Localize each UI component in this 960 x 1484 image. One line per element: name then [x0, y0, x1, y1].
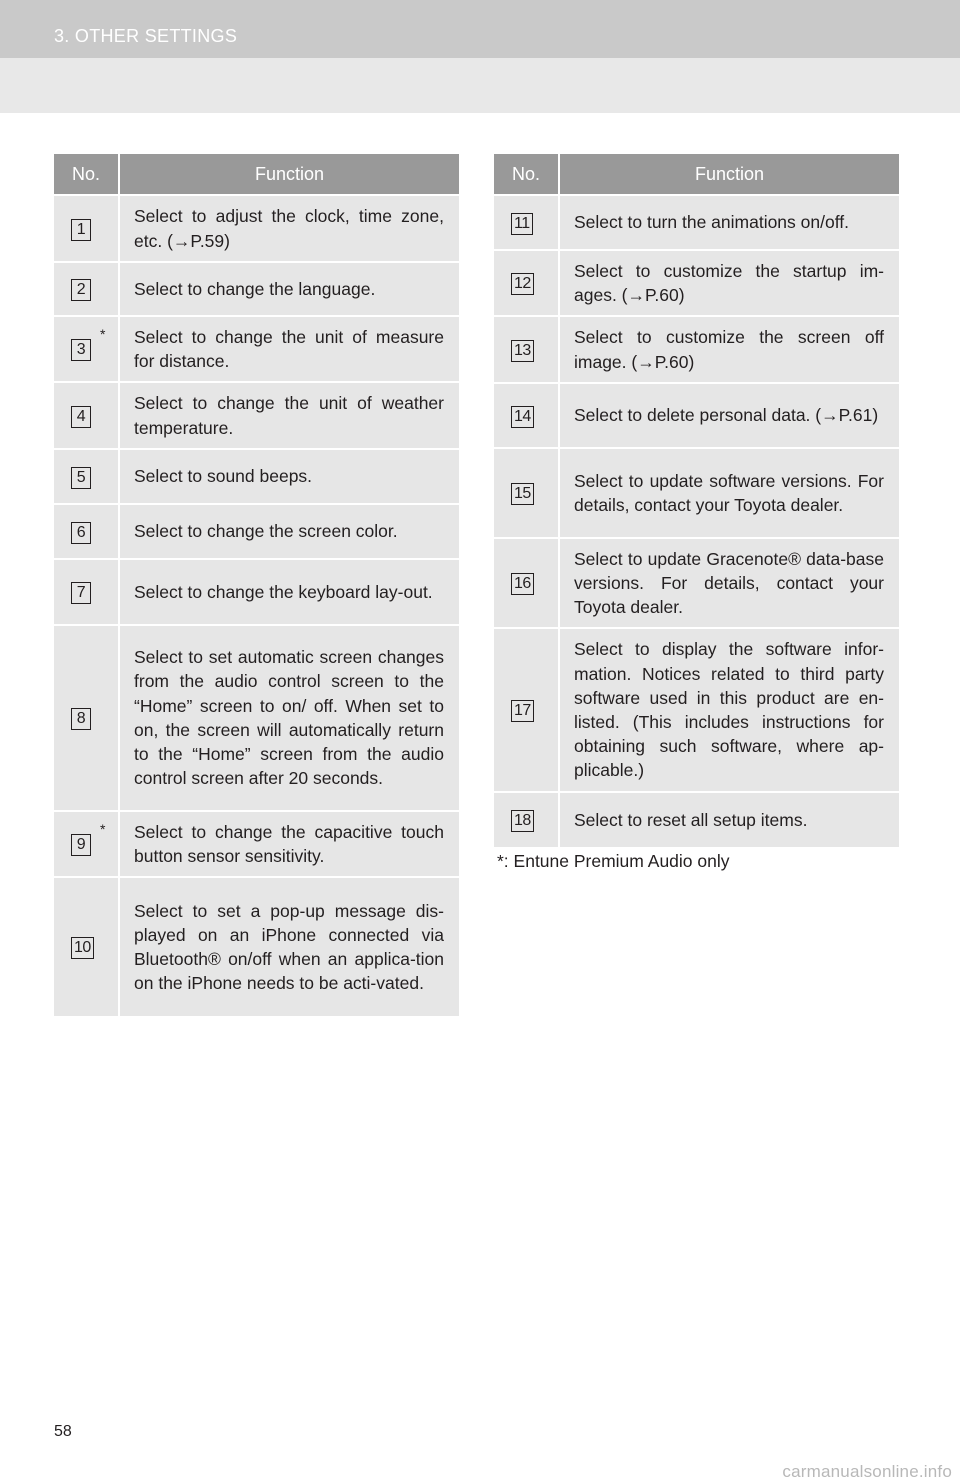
row-description: Select to adjust the clock, time zone, etc. (→P.59)	[119, 195, 459, 262]
table-row	[494, 195, 899, 250]
table-row	[494, 538, 899, 629]
row-description: Select to change the language.	[119, 262, 459, 316]
row-number-cell	[494, 250, 559, 316]
number-badge: 4	[71, 406, 91, 428]
row-description: Select to customize the screen off image. (→P.60)	[559, 316, 899, 382]
number-badge: 18	[511, 810, 534, 832]
row-number-cell	[54, 449, 119, 504]
section-title: 3. OTHER SETTINGS	[54, 26, 238, 46]
row-description: Select to update Gracenote® data-base versions. For details, contact your Toyota dealer.	[559, 538, 899, 629]
number-badge: 17	[511, 700, 534, 722]
table-row	[54, 195, 459, 262]
row-description: Select to change the unit of weather temperature.	[119, 382, 459, 448]
row-number-cell	[54, 625, 119, 811]
footnote: *: Entune Premium Audio only	[497, 851, 730, 871]
row-number-cell	[54, 195, 119, 262]
table-row	[54, 811, 459, 877]
table-row	[494, 383, 899, 448]
table-row	[54, 559, 459, 625]
number-badge: 12	[511, 273, 534, 295]
table-row	[54, 262, 459, 316]
row-description: Select to change the capacitive touch button sensor sensitivity.	[119, 811, 459, 877]
row-number-cell	[494, 628, 559, 791]
row-number-cell	[54, 504, 119, 559]
header-bar	[0, 0, 960, 58]
table-row	[494, 250, 899, 316]
column-header-no: No.	[494, 154, 559, 195]
row-number-cell	[54, 316, 119, 382]
row-description: Select to display the software infor-mation. Notices related to third party software used in this product are en-listed. (This includes instructions for obtaining such software, where ap-plicable.)	[559, 628, 899, 791]
table-header-row	[494, 154, 899, 195]
row-number-cell	[494, 538, 559, 629]
row-number-cell	[54, 811, 119, 877]
row-number-cell	[494, 383, 559, 448]
row-number-cell	[54, 382, 119, 448]
number-badge: 14	[511, 406, 534, 428]
table-row	[54, 504, 459, 559]
number-badge: 10	[71, 937, 94, 959]
row-number-cell	[494, 316, 559, 382]
number-badge: 11	[511, 213, 533, 235]
number-badge: 16	[511, 573, 534, 595]
row-description: Select to update software versions. For details, contact your Toyota dealer.	[559, 448, 899, 538]
row-description: Select to reset all setup items.	[559, 792, 899, 847]
column-header-function: Function	[559, 154, 899, 195]
row-number-cell	[54, 877, 119, 1016]
number-badge: 9	[71, 834, 91, 856]
number-badge: 15	[511, 483, 534, 505]
number-badge: 8	[71, 708, 91, 730]
table-row	[54, 877, 459, 1016]
row-description: Select to set a pop-up message dis-played on an iPhone connected via Bluetooth® on/off when an applica-tion on the iPhone needs to be acti-vated.	[119, 877, 459, 1016]
row-description: Select to delete personal data. (→P.61)	[559, 383, 899, 448]
table-row	[494, 316, 899, 382]
row-number-cell	[494, 195, 559, 250]
header-band	[0, 58, 960, 113]
function-table-right	[494, 154, 899, 847]
number-badge: 2	[71, 279, 91, 301]
row-description: Select to change the screen color.	[119, 504, 459, 559]
page-number: 58	[54, 1423, 72, 1440]
row-number-cell	[54, 559, 119, 625]
table-row	[54, 625, 459, 811]
number-badge: 13	[511, 340, 534, 362]
row-number-cell	[494, 792, 559, 847]
asterisk-mark: *	[100, 820, 106, 837]
row-description: Select to change the keyboard lay-out.	[119, 559, 459, 625]
number-badge: 1	[71, 219, 91, 241]
table-row	[494, 628, 899, 791]
table-row	[54, 316, 459, 382]
number-badge: 3	[71, 339, 91, 361]
table-row	[494, 792, 899, 847]
number-badge: 5	[71, 467, 91, 489]
table-row	[54, 449, 459, 504]
row-description: Select to customize the startup im-ages. (→P.60)	[559, 250, 899, 316]
watermark: carmanualsonline.info	[782, 1462, 952, 1481]
row-description: Select to change the unit of measure for distance.	[119, 316, 459, 382]
table-row	[54, 382, 459, 448]
column-header-function: Function	[119, 154, 459, 195]
row-description: Select to set automatic screen changes from the audio control screen to the “Home” screen to on/ off. When set to on, the screen will automatically return to the “Home” screen from the audio control screen after 20 seconds.	[119, 625, 459, 811]
row-description: Select to sound beeps.	[119, 449, 459, 504]
table-header-row	[54, 154, 459, 195]
number-badge: 7	[71, 582, 91, 604]
function-table-left	[54, 154, 459, 1016]
row-number-cell	[494, 448, 559, 538]
table-row	[494, 448, 899, 538]
number-badge: 6	[71, 522, 91, 544]
column-header-no: No.	[54, 154, 119, 195]
asterisk-mark: *	[100, 326, 106, 342]
row-number-cell	[54, 262, 119, 316]
row-description: Select to turn the animations on/off.	[559, 195, 899, 250]
